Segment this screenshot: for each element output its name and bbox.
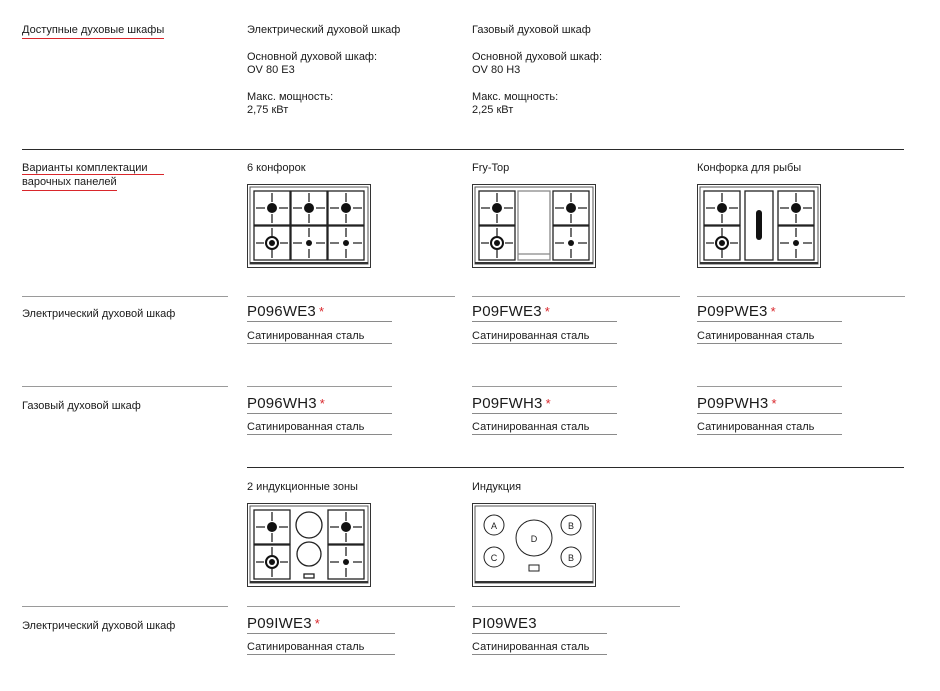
finish-underline [472,343,617,344]
gas-power-label: Макс. мощность: [472,91,559,103]
hob-2-induction-zones-image [247,503,371,587]
model-code-p09fwe3[interactable]: P09FWE3 * [472,303,551,320]
model-code-p09pwe3[interactable]: P09PWE3 * [697,303,776,320]
row-divider [247,386,392,387]
electric-main-oven-label: Основной духовой шкаф: [247,51,378,63]
finish-label: Сатинированная сталь [472,330,590,342]
model-code-p096wh3[interactable]: P096WH3 * [247,395,326,412]
finish-label: Сатинированная сталь [697,421,815,433]
finish-label: Сатинированная сталь [247,330,365,342]
code-underline [697,321,842,322]
variant-title-fish-burner: Конфорка для рыбы [697,162,802,174]
hobs-section-label: Варианты комплектации варочных панелей [22,162,148,191]
row-label-electric-oven: Электрический духовой шкаф [22,308,176,320]
variant-title-2-induction-zones: 2 индукционные зоны [247,481,358,493]
section-divider [22,149,904,150]
code-underline [247,321,392,322]
code-underline [472,321,617,322]
gas-main-oven-model: OV 80 H3 [472,64,521,76]
model-code-pi09we3[interactable]: PI09WE3 [472,615,537,632]
model-code-p09iwe3[interactable]: P09IWE3 * [247,615,321,632]
row-divider [22,296,228,297]
hobs-label-underline-1 [22,174,164,175]
section-divider [247,467,904,468]
finish-underline [247,434,392,435]
finish-label: Сатинированная сталь [247,421,365,433]
variant-title-6-burners: 6 конфорок [247,162,306,174]
ovens-section-label: Доступные духовые шкафы [22,24,164,39]
code-underline [697,413,842,414]
row-label-gas-oven: Газовый духовой шкаф [22,400,141,412]
model-code-p096we3[interactable]: P096WE3 * [247,303,325,320]
electric-power-value: 2,75 кВт [247,104,289,116]
finish-label: Сатинированная сталь [472,421,590,433]
gas-oven-title: Газовый духовой шкаф [472,24,591,36]
code-underline [472,633,607,634]
row-divider [472,606,680,607]
row-divider [22,386,228,387]
finish-underline [697,434,842,435]
finish-label: Сатинированная сталь [697,330,815,342]
zone-label-a: A [490,521,498,531]
hob-fish-burner-image [697,184,821,268]
row-divider [22,606,228,607]
row-divider [697,386,842,387]
row-divider [697,296,905,297]
model-code-p09pwh3[interactable]: P09PWH3 * [697,395,777,412]
zone-label-b-bottom: B [567,553,575,563]
model-code-p09fwh3[interactable]: P09FWH3 * [472,395,551,412]
finish-underline [697,343,842,344]
row-divider [247,606,455,607]
zone-label-d: D [530,534,538,544]
gas-power-value: 2,25 кВт [472,104,514,116]
electric-oven-title: Электрический духовой шкаф [247,24,401,36]
row-divider [472,386,617,387]
finish-label: Сатинированная сталь [247,641,365,653]
gas-main-oven-label: Основной духовой шкаф: [472,51,603,63]
electric-main-oven-model: OV 80 E3 [247,64,295,76]
finish-underline [472,434,617,435]
row-label-electric-oven: Электрический духовой шкаф [22,620,176,632]
finish-underline [247,654,395,655]
hob-induction-image [472,503,596,587]
finish-underline [472,654,607,655]
finish-label: Сатинированная сталь [472,641,590,653]
code-underline [247,413,392,414]
row-divider [472,296,680,297]
hob-fry-top-image [472,184,596,268]
code-underline [472,413,617,414]
code-underline [247,633,395,634]
row-divider [247,296,455,297]
variant-title-fry-top: Fry-Top [472,162,510,174]
zone-label-c: C [490,553,498,563]
hob-6-burners-image [247,184,371,268]
variant-title-induction: Индукция [472,481,522,493]
finish-underline [247,343,392,344]
zone-label-b-top: B [567,521,575,531]
electric-power-label: Макс. мощность: [247,91,334,103]
